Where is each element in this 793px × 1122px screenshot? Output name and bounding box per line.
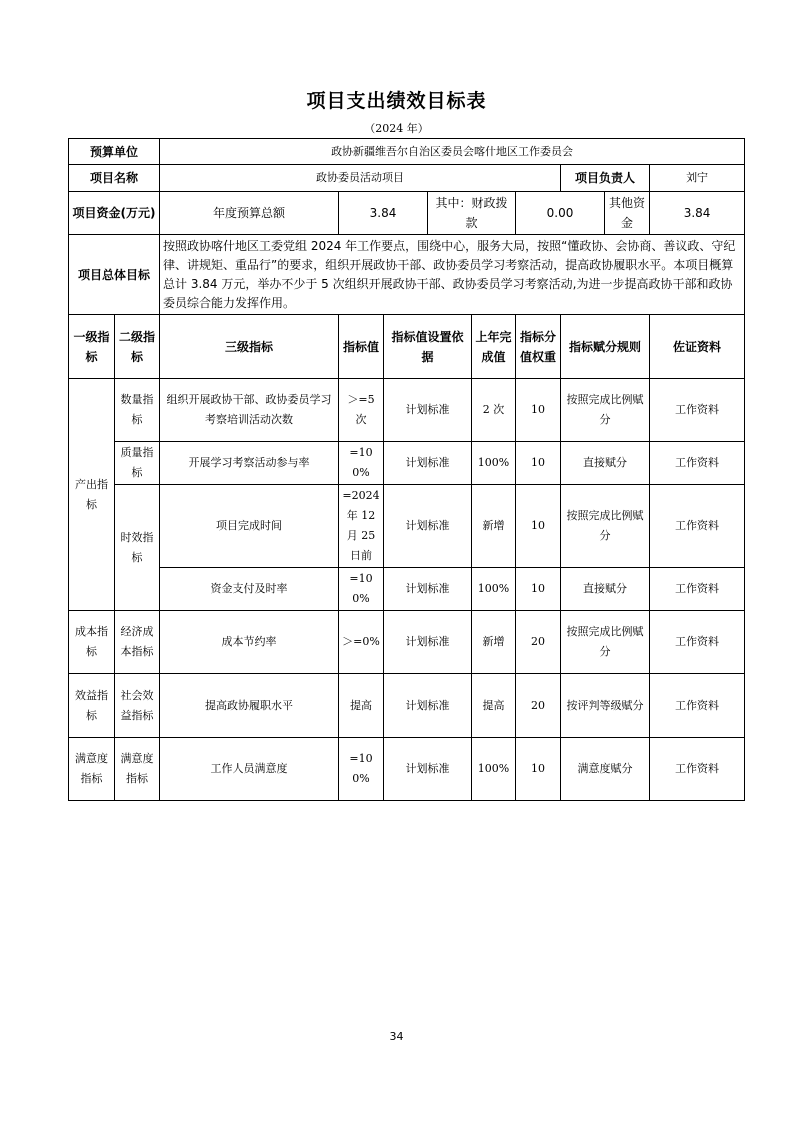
basis-cell: 计划标准 bbox=[384, 738, 472, 801]
basis-cell: 计划标准 bbox=[384, 485, 472, 568]
table-row bbox=[69, 485, 745, 568]
level3-cell: 成本节约率 bbox=[160, 611, 339, 674]
table-row bbox=[69, 192, 745, 235]
rule-cell: 直接赋分 bbox=[561, 442, 650, 485]
level2-cell: 数量指标 bbox=[115, 379, 160, 442]
last-year-cell: 新增 bbox=[472, 485, 516, 568]
group-benefit: 效益指标 bbox=[69, 674, 115, 738]
last-year-cell: 100% bbox=[472, 442, 516, 485]
group-satisfaction: 满意度指标 bbox=[69, 738, 115, 801]
last-year-cell: 100% bbox=[472, 738, 516, 801]
evidence-cell: 工作资料 bbox=[650, 485, 745, 568]
level3-cell: 组织开展政协干部、政协委员学习考察培训活动次数 bbox=[160, 379, 339, 442]
last-year-cell: 新增 bbox=[472, 611, 516, 674]
owner-label: 项目负责人 bbox=[561, 165, 650, 192]
table-row bbox=[69, 165, 745, 192]
owner-value: 刘宁 bbox=[650, 165, 745, 192]
table-row bbox=[69, 139, 745, 165]
value-cell: 提高 bbox=[339, 674, 384, 738]
evidence-cell: 工作资料 bbox=[650, 379, 745, 442]
rule-cell: 直接赋分 bbox=[561, 568, 650, 611]
table-row bbox=[69, 315, 745, 379]
level3-cell: 工作人员满意度 bbox=[160, 738, 339, 801]
level3-cell: 提高政协履职水平 bbox=[160, 674, 339, 738]
page-number: 34 bbox=[389, 1030, 404, 1043]
header-level1: 一级指标 bbox=[69, 315, 115, 379]
header-level2: 二级指标 bbox=[115, 315, 160, 379]
project-label: 项目名称 bbox=[69, 165, 160, 192]
weight-cell: 20 bbox=[516, 674, 561, 738]
table-row bbox=[69, 738, 745, 801]
group-cost: 成本指标 bbox=[69, 611, 115, 674]
page-title: 项目支出绩效目标表 bbox=[306, 90, 487, 112]
header-level3: 三级指标 bbox=[160, 315, 339, 379]
basis-cell: 计划标准 bbox=[384, 379, 472, 442]
level2-cell: 社会效益指标 bbox=[115, 674, 160, 738]
evidence-cell: 工作资料 bbox=[650, 568, 745, 611]
goal-label: 项目总体目标 bbox=[69, 235, 160, 315]
performance-target-table bbox=[68, 138, 745, 801]
header-value: 指标值 bbox=[339, 315, 384, 379]
fiscal-label: 其中：财政拨款 bbox=[428, 192, 516, 235]
rule-cell: 按照完成比例赋分 bbox=[561, 611, 650, 674]
evidence-cell: 工作资料 bbox=[650, 674, 745, 738]
evidence-cell: 工作资料 bbox=[650, 442, 745, 485]
weight-cell: 10 bbox=[516, 379, 561, 442]
table-row bbox=[69, 442, 745, 485]
table-row bbox=[69, 235, 745, 315]
level2-cell: 质量指标 bbox=[115, 442, 160, 485]
level3-cell: 开展学习考察活动参与率 bbox=[160, 442, 339, 485]
header-evidence: 佐证资料 bbox=[650, 315, 745, 379]
level2-cell: 时效指标 bbox=[115, 485, 160, 611]
rule-cell: 按照完成比例赋分 bbox=[561, 379, 650, 442]
table-row bbox=[69, 674, 745, 738]
level3-cell: 项目完成时间 bbox=[160, 485, 339, 568]
evidence-cell: 工作资料 bbox=[650, 738, 745, 801]
table-row bbox=[69, 568, 745, 611]
value-cell: =2024 年 12 月 25 日前 bbox=[339, 485, 384, 568]
unit-value: 政协新疆维吾尔自治区委员会喀什地区工作委员会 bbox=[160, 139, 745, 165]
basis-cell: 计划标准 bbox=[384, 674, 472, 738]
weight-cell: 10 bbox=[516, 568, 561, 611]
basis-cell: 计划标准 bbox=[384, 442, 472, 485]
header-rule: 指标赋分规则 bbox=[561, 315, 650, 379]
group-output: 产出指标 bbox=[69, 379, 115, 611]
weight-cell: 20 bbox=[516, 611, 561, 674]
rule-cell: 满意度赋分 bbox=[561, 738, 650, 801]
weight-cell: 10 bbox=[516, 738, 561, 801]
year-label: （2024 年） bbox=[364, 122, 429, 135]
project-value: 政协委员活动项目 bbox=[160, 165, 561, 192]
goal-text: 按照政协喀什地区工委党组 2024 年工作要点，围绕中心，服务大局，按照“懂政协、会协商、善议政、守纪律、讲规矩、重品行”的要求，组织开展政协干部、政协委员学习考察活动，提高政协履职水平。本项目概算总计 3.84 万元，举办不少于 5 次组织开展政协干部、政协委员学习考察活动,为进一步提高政协干部和政协委员综合能力发挥作用。 bbox=[160, 235, 745, 315]
header-weight: 指标分值权重 bbox=[516, 315, 561, 379]
level2-cell: 满意度指标 bbox=[115, 738, 160, 801]
other-funds-value: 3.84 bbox=[650, 192, 745, 235]
level2-cell: 经济成本指标 bbox=[115, 611, 160, 674]
last-year-cell: 提高 bbox=[472, 674, 516, 738]
last-year-cell: 2 次 bbox=[472, 379, 516, 442]
value-cell: =100% bbox=[339, 738, 384, 801]
annual-budget-value: 3.84 bbox=[339, 192, 428, 235]
level3-cell: 资金支付及时率 bbox=[160, 568, 339, 611]
funds-label: 项目资金(万元) bbox=[69, 192, 160, 235]
table-row bbox=[69, 611, 745, 674]
basis-cell: 计划标准 bbox=[384, 568, 472, 611]
unit-label: 预算单位 bbox=[69, 139, 160, 165]
evidence-cell: 工作资料 bbox=[650, 611, 745, 674]
table-row bbox=[69, 379, 745, 442]
weight-cell: 10 bbox=[516, 485, 561, 568]
rule-cell: 按照完成比例赋分 bbox=[561, 485, 650, 568]
header-basis: 指标值设置依据 bbox=[384, 315, 472, 379]
weight-cell: 10 bbox=[516, 442, 561, 485]
value-cell: ＞=5 次 bbox=[339, 379, 384, 442]
rule-cell: 按评判等级赋分 bbox=[561, 674, 650, 738]
last-year-cell: 100% bbox=[472, 568, 516, 611]
annual-budget-label: 年度预算总额 bbox=[160, 192, 339, 235]
other-funds-label: 其他资金 bbox=[605, 192, 650, 235]
header-last-year: 上年完成值 bbox=[472, 315, 516, 379]
basis-cell: 计划标准 bbox=[384, 611, 472, 674]
fiscal-value: 0.00 bbox=[516, 192, 605, 235]
value-cell: =100% bbox=[339, 442, 384, 485]
value-cell: ＞=0% bbox=[339, 611, 384, 674]
value-cell: =100% bbox=[339, 568, 384, 611]
